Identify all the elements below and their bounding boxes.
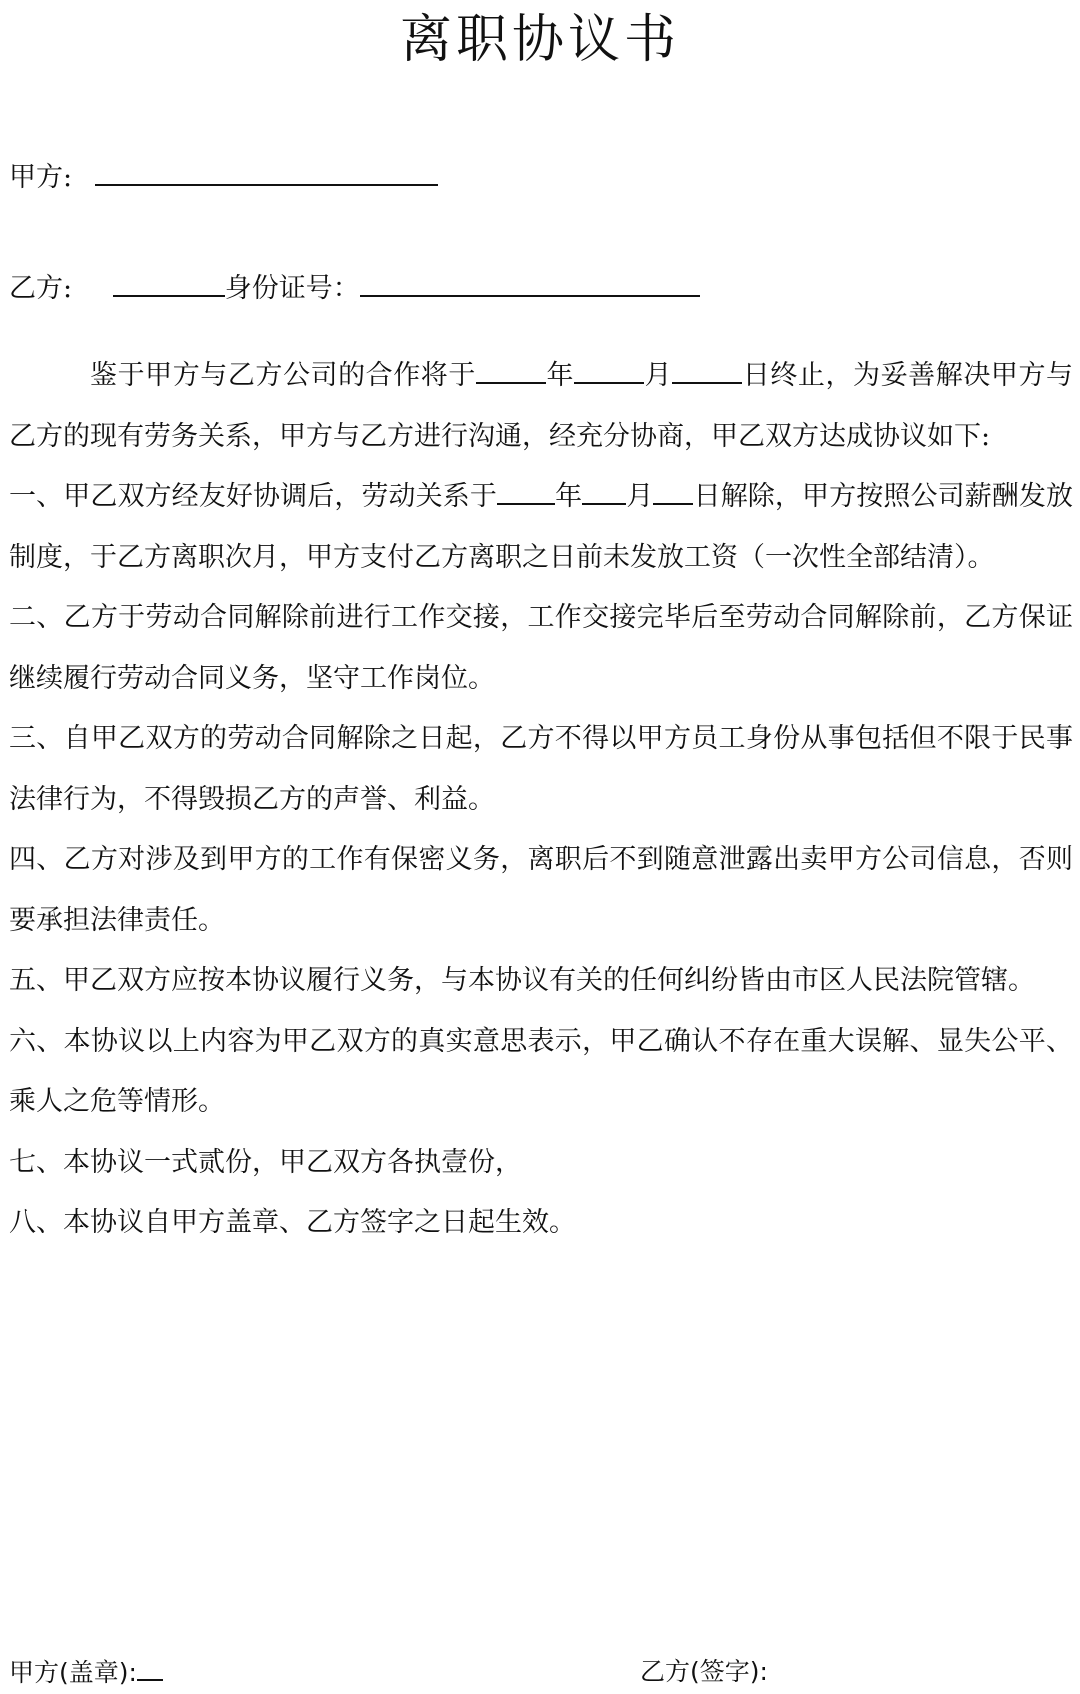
termination-month-blank[interactable] — [582, 477, 626, 505]
end-day-blank[interactable] — [672, 356, 742, 384]
month-label: 月 — [644, 360, 673, 391]
termination-year-blank[interactable] — [497, 477, 555, 505]
id-number-label: 身份证号： — [224, 273, 360, 304]
party-a-name-blank[interactable] — [95, 154, 438, 186]
party-a-seal-blank[interactable] — [137, 1655, 163, 1681]
intro-text-start: 鉴于甲方与乙方公司的合作将于 — [90, 360, 476, 391]
party-b-line — [9, 265, 700, 309]
party-b-signature — [640, 1655, 768, 1689]
clause-1-text-end: 日解除，甲方按照公司薪酬发放制度，于乙方离职次月，甲方支付乙方离职之日前未发放工资（一次性全部结清）。 — [9, 481, 1074, 573]
party-b-sign-label: 乙方(签字): — [640, 1657, 768, 1686]
intro-text-end: 日终止，为妥善解决甲方与乙方的现有劳务关系，甲方与乙方进行沟通，经充分协商，甲乙双方达成协议如下: — [9, 360, 1074, 452]
clause-8: 八、本协议自甲方盖章、乙方签字之日起生效。 — [9, 1207, 576, 1238]
document-title: 离职协议书 — [399, 10, 680, 70]
clause-1-text-start: 一、甲乙双方经友好协调后，劳动关系于 — [9, 481, 497, 512]
clause-1-month-label: 月 — [626, 481, 654, 512]
clause-1-year-label: 年 — [555, 481, 583, 512]
clause-5: 五、甲乙双方应按本协议履行义务，与本协议有关的任何纠纷皆由市区人民法院管辖。 — [9, 965, 1035, 996]
party-a-seal-label: 甲方(盖章): — [9, 1658, 137, 1687]
party-a-label: 甲方: — [9, 162, 73, 193]
id-number-blank[interactable] — [360, 265, 700, 297]
end-year-blank[interactable] — [476, 356, 546, 384]
termination-day-blank[interactable] — [653, 477, 693, 505]
clause-1 — [9, 467, 1073, 588]
clause-3: 三、自甲乙双方的劳动合同解除之日起，乙方不得以甲方员工身份从事包括但不限于民事法律行为，不得毁损乙方的声誉、利益。 — [9, 723, 1073, 815]
party-b-name-blank[interactable] — [113, 265, 225, 297]
intro-paragraph — [9, 346, 1073, 467]
party-a-signature — [9, 1655, 163, 1690]
clause-7: 七、本协议一式贰份，甲乙双方各执壹份， — [9, 1146, 522, 1178]
clause-2: 二、乙方于劳动合同解除前进行工作交接，工作交接完毕后至劳动合同解除前，乙方保证继续履行劳动合同义务，坚守工作岗位。 — [9, 602, 1073, 694]
party-b-label: 乙方: — [9, 273, 73, 304]
agreement-body — [9, 346, 1073, 1254]
clause-6: 六、本协议以上内容为甲乙双方的真实意思表示，甲乙确认不存在重大误解、显失公平、乘人之危等情形。 — [9, 1025, 1073, 1117]
end-month-blank[interactable] — [574, 356, 644, 384]
party-a-line — [9, 154, 438, 198]
clause-4: 四、乙方对涉及到甲方的工作有保密义务，离职后不到随意泄露出卖甲方公司信息，否则要承担法律责任。 — [9, 844, 1073, 936]
year-label: 年 — [545, 360, 575, 391]
